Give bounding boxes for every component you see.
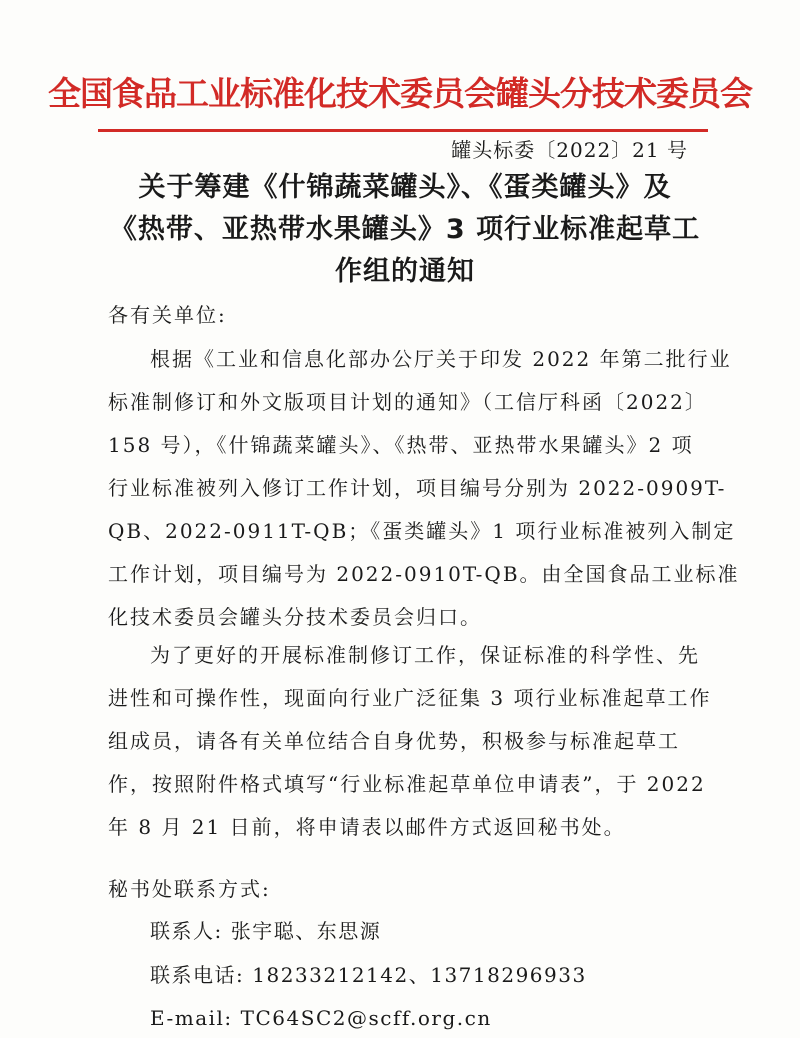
contact-email-value[interactable]: TC64SC2@scff.org.cn — [240, 1006, 492, 1030]
paragraph-line: 作，按照附件格式填写“行业标准起草单位申请表”，于 2022 — [108, 772, 706, 796]
document-number: 罐头标委〔2022〕21 号 — [451, 138, 688, 162]
title-line: 作组的通知 — [335, 256, 475, 287]
paragraph-line: 进性和可操作性，现面向行业广泛征集 3 项行业标准起草工作 — [108, 686, 712, 710]
contact-person — [150, 916, 381, 946]
paragraph-line: 根据《工业和信息化部办公厅关于印发 2022 年第二批行业 — [150, 347, 732, 371]
paragraph-line: 行业标准被列入修订工作计划，项目编号分别为 2022-0909T- — [108, 476, 727, 500]
organization-header: 全国食品工业标准化技术委员会罐头分技术委员会 — [48, 74, 752, 113]
document-title — [100, 167, 710, 293]
paragraph-line: 工作计划，项目编号为 2022-0910T-QB。由全国食品工业标准 — [108, 562, 740, 586]
contact-heading: 秘书处联系方式: — [108, 877, 271, 901]
contact-phone-label: 联系电话: — [150, 963, 245, 987]
salutation: 各有关单位: — [108, 303, 227, 327]
paragraph-line: 年 8 月 21 日前，将申请表以邮件方式返回秘书处。 — [108, 815, 626, 839]
contact-person-label: 联系人: — [150, 919, 223, 943]
contact-email-label: E-mail: — [150, 1006, 233, 1030]
contact-phone-value: 18233212142、13718296933 — [252, 963, 587, 987]
paragraph-line: 标准制修订和外文版项目计划的通知》（工信厅科函〔2022〕 — [108, 390, 707, 414]
body-paragraph-1 — [108, 344, 740, 645]
contact-email — [150, 1003, 492, 1033]
paragraph-line: 组成员，请各有关单位结合自身优势，积极参与标准起草工 — [108, 729, 680, 753]
paragraph-line: QB、2022-0911T-QB；《蛋类罐头》1 项行业标准被列入制定 — [108, 519, 736, 543]
body-paragraph-2 — [108, 640, 712, 855]
paragraph-line: 化技术委员会罐头分技术委员会归口。 — [108, 605, 482, 629]
paragraph-line: 为了更好的开展标准制修订工作，保证标准的科学性、先 — [150, 643, 700, 667]
title-line: 关于筹建《什锦蔬菜罐头》、《蛋类罐头》及 — [138, 172, 672, 203]
red-divider-line — [98, 129, 708, 132]
contact-phone — [150, 960, 587, 990]
paragraph-line: 158 号），《什锦蔬菜罐头》、《热带、亚热带水果罐头》2 项 — [108, 433, 694, 457]
contact-person-value: 张宇聪、东思源 — [230, 919, 382, 943]
title-line: 《热带、亚热带水果罐头》3 项行业标准起草工 — [109, 214, 701, 245]
